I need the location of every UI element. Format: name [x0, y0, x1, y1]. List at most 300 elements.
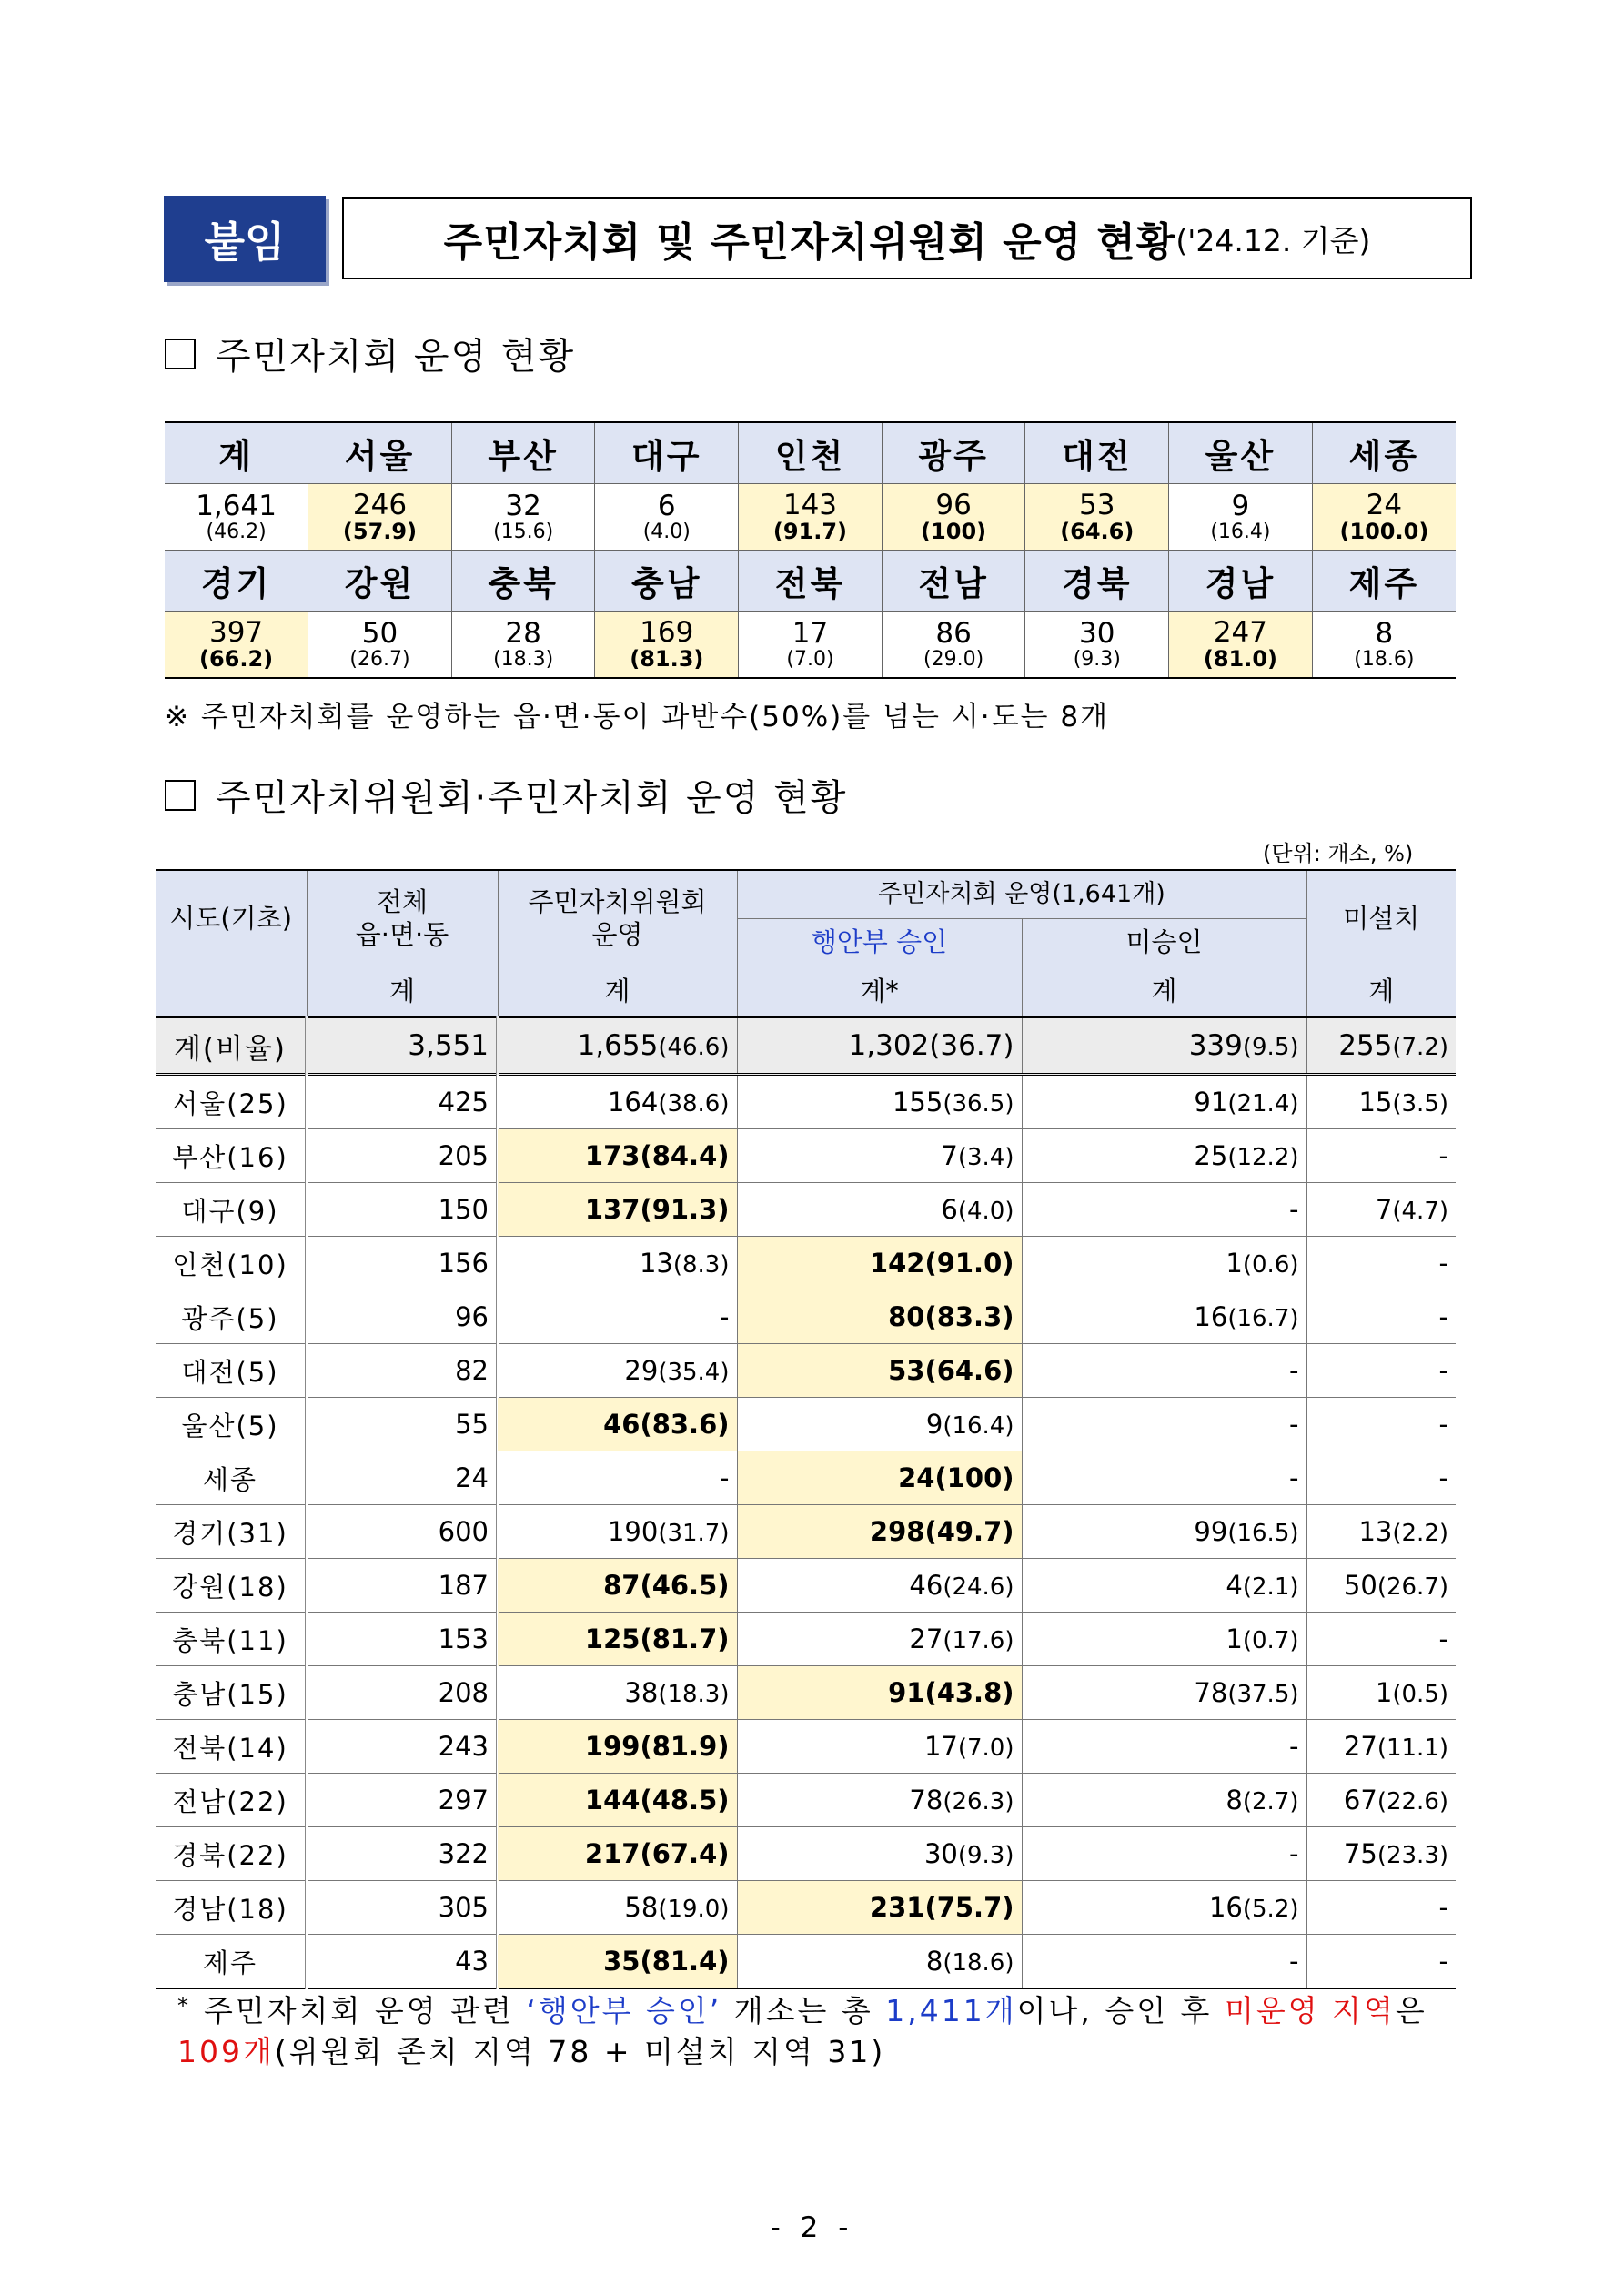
count-value: 247 [1213, 616, 1267, 650]
row-committee [498, 1935, 737, 1989]
row-approved [737, 1505, 1022, 1559]
total-committee-pct: (46.6) [658, 1034, 730, 1061]
percent-value: (29.0) [923, 647, 984, 671]
region-value [1312, 612, 1456, 679]
committee-pct: (8.3) [672, 1251, 730, 1279]
unapproved-value: - [1289, 1409, 1299, 1440]
approved-pct: (83.3) [924, 1301, 1014, 1332]
total-unset-value: 255 [1338, 1029, 1393, 1062]
unset-pct: (3.5) [1392, 1090, 1449, 1118]
header-total [307, 870, 498, 966]
row-unset [1306, 1720, 1456, 1774]
row-total [307, 1881, 498, 1935]
row-unapproved [1022, 1559, 1306, 1613]
header-sum: 계 [1022, 966, 1306, 1017]
row-approved [737, 1237, 1022, 1290]
region-name: 경북(22) [172, 1839, 288, 1871]
percent-value: (26.7) [349, 647, 410, 671]
row-approved [737, 1720, 1022, 1774]
approved-value: 9 [925, 1409, 943, 1440]
unset-pct: (26.7) [1377, 1573, 1449, 1601]
count-value: 17 [792, 617, 829, 651]
row-unset [1306, 1290, 1456, 1344]
unset-value: - [1438, 1409, 1449, 1440]
committee-value: 38 [624, 1677, 659, 1708]
total-value: 600 [438, 1516, 489, 1547]
region-value [165, 484, 308, 551]
region-header: 제주 [1312, 551, 1456, 612]
total-unapproved-value: 339 [1188, 1029, 1243, 1062]
count-value: 24 [1366, 489, 1403, 522]
region-name: 서울(25) [172, 1087, 288, 1119]
approved-pct: (75.7) [924, 1892, 1014, 1923]
row-unset [1306, 1129, 1456, 1183]
count-value: 9 [1231, 490, 1250, 523]
total-value: 156 [438, 1248, 489, 1279]
total-value: 305 [438, 1892, 489, 1923]
region-name: 세종 [202, 1463, 258, 1495]
header-total-line2: 읍·면·동 [355, 919, 449, 950]
approved-pct: (91.0) [924, 1248, 1014, 1279]
unapproved-pct: (37.5) [1227, 1681, 1299, 1708]
table-row [156, 1720, 1456, 1774]
committee-pct: (67.4) [640, 1838, 730, 1869]
unapproved-value: - [1289, 1194, 1299, 1225]
unapproved-value: - [1289, 1946, 1299, 1977]
count-value: 1,641 [196, 490, 277, 523]
row-total [307, 1774, 498, 1827]
region-name: 부산(16) [172, 1141, 288, 1173]
percent-value: (46.2) [206, 520, 267, 543]
committee-pct: (48.5) [640, 1785, 730, 1816]
row-region [156, 1451, 307, 1505]
unset-value: - [1438, 1462, 1449, 1493]
approved-value: 231 [869, 1892, 925, 1923]
region-value [595, 612, 739, 679]
header-committee-line2: 운영 [591, 919, 643, 950]
region-value [451, 612, 595, 679]
header-approved: 행안부 승인 [737, 918, 1022, 966]
row-total [307, 1505, 498, 1559]
header-total-line1: 전체 [376, 885, 429, 917]
percent-value: (18.3) [493, 647, 554, 671]
page-title [342, 197, 1472, 279]
section2-title: 주민자치위원회·주민자치회 운영 현황 [216, 777, 848, 819]
count-value: 397 [208, 616, 264, 650]
unset-value: 27 [1343, 1731, 1377, 1762]
committee-value: 190 [607, 1516, 659, 1547]
header-sum: 계 [498, 966, 737, 1017]
footnote-text-3: 이나, 승인 후 [1016, 1993, 1225, 2028]
footnote-unoperated: 미운영 지역 [1224, 1993, 1396, 2028]
header-row-3 [156, 966, 1456, 1017]
row-approved [737, 1451, 1022, 1505]
total-value: 208 [438, 1677, 489, 1708]
region-header-row [165, 422, 1456, 484]
row-total [307, 1344, 498, 1398]
row-unapproved [1022, 1075, 1306, 1129]
committee-value: 144 [584, 1785, 641, 1816]
checkbox-icon [165, 339, 196, 369]
operation-status-table [156, 869, 1456, 1989]
unapproved-pct: (2.1) [1242, 1573, 1299, 1601]
header-blank [156, 966, 307, 1017]
region-name: 경남(18) [172, 1893, 288, 1925]
committee-pct: (38.6) [658, 1090, 730, 1118]
total-value: 187 [438, 1570, 489, 1601]
unapproved-pct: (16.5) [1227, 1520, 1299, 1547]
total-name: 계(비율) [156, 1017, 307, 1075]
total-value: 243 [438, 1731, 489, 1762]
unset-value: 13 [1358, 1516, 1393, 1547]
table-row [156, 1344, 1456, 1398]
unapproved-value: - [1289, 1731, 1299, 1762]
approved-pct: (24.6) [943, 1573, 1014, 1601]
region-header: 대전 [1025, 422, 1169, 484]
header-unapproved: 미승인 [1022, 918, 1306, 966]
total-committee [498, 1017, 737, 1075]
unset-value: - [1438, 1355, 1449, 1386]
row-committee [498, 1827, 737, 1881]
total-approved [737, 1017, 1022, 1075]
total-value: 55 [455, 1409, 489, 1440]
table-row [156, 1183, 1456, 1237]
committee-value: 125 [584, 1623, 641, 1654]
section1-title: 주민자치회 운영 현황 [216, 336, 576, 378]
table-row [156, 1559, 1456, 1613]
approved-pct: (9.3) [957, 1842, 1014, 1869]
total-approved-pct: (36.7) [929, 1029, 1014, 1062]
row-total [307, 1935, 498, 1989]
header-sum: 계 [1306, 966, 1456, 1017]
count-value: 28 [505, 617, 541, 651]
approved-pct: (3.4) [957, 1144, 1014, 1171]
count-value: 32 [505, 490, 541, 523]
approved-pct: (36.5) [943, 1090, 1014, 1118]
footnote-text-1: 주민자치회 운영 관련 [204, 1993, 527, 2028]
row-region [156, 1774, 307, 1827]
total-value: 153 [438, 1623, 489, 1654]
table-row [156, 1290, 1456, 1344]
attachment-badge: 붙임 [164, 196, 326, 282]
approved-value: 27 [909, 1623, 943, 1654]
unset-pct: (2.2) [1392, 1520, 1449, 1547]
row-region [156, 1075, 307, 1129]
table-row [156, 1129, 1456, 1183]
region-name: 충북(11) [172, 1624, 288, 1656]
percent-value: (4.0) [642, 520, 691, 543]
page-number: - 2 - [770, 2211, 854, 2244]
region-header: 경남 [1169, 551, 1313, 612]
row-unapproved [1022, 1935, 1306, 1989]
row-unset [1306, 1827, 1456, 1881]
approved-value: 17 [923, 1731, 958, 1762]
unapproved-pct: (16.7) [1227, 1305, 1299, 1332]
row-committee [498, 1505, 737, 1559]
section1-heading [165, 328, 575, 379]
row-unapproved [1022, 1720, 1306, 1774]
row-approved [737, 1129, 1022, 1183]
region-value [308, 612, 452, 679]
table-row [156, 1505, 1456, 1559]
committee-pct: (84.4) [640, 1140, 730, 1171]
approved-value: 30 [923, 1838, 958, 1869]
unset-value: 7 [1375, 1194, 1393, 1225]
section1-note: ※ 주민자치회를 운영하는 읍·면·동이 과반수(50%)를 넘는 시·도는 8개 [165, 701, 1110, 733]
header-sum: 계 [307, 966, 498, 1017]
percent-value: (100.0) [1339, 518, 1429, 544]
table-row [156, 1075, 1456, 1129]
region-header: 부산 [451, 422, 595, 484]
region-header: 인천 [739, 422, 883, 484]
footnote-unoperated-count: 109개 [177, 2033, 275, 2069]
region-value [1169, 484, 1313, 551]
count-value: 30 [1079, 617, 1115, 651]
count-value: 8 [1375, 617, 1394, 651]
unset-pct: (4.7) [1392, 1198, 1449, 1225]
committee-pct: (81.7) [640, 1623, 730, 1654]
region-name: 대구(9) [181, 1195, 279, 1227]
region-name: 울산(5) [181, 1410, 279, 1441]
region-header: 경북 [1025, 551, 1169, 612]
region-value [739, 612, 883, 679]
row-approved [737, 1075, 1022, 1129]
region-header: 계 [165, 422, 308, 484]
percent-value: (91.7) [772, 518, 848, 544]
region-name: 광주(5) [181, 1302, 279, 1334]
committee-pct: (31.7) [658, 1520, 730, 1547]
row-unset [1306, 1666, 1456, 1720]
header-council: 주민자치회 운영(1,641개) [737, 870, 1306, 918]
row-total [307, 1129, 498, 1183]
row-committee [498, 1129, 737, 1183]
region-header-row [165, 551, 1456, 612]
approved-value: 46 [909, 1570, 943, 1601]
committee-value: 58 [624, 1892, 659, 1923]
row-approved [737, 1290, 1022, 1344]
region-header: 울산 [1169, 422, 1313, 484]
unset-value: - [1438, 1140, 1449, 1171]
section2-heading [165, 769, 847, 821]
row-committee [498, 1183, 737, 1237]
unset-pct: (23.3) [1377, 1842, 1449, 1869]
total-count: 3,551 [307, 1017, 498, 1075]
header-committee [498, 870, 737, 966]
row-total [307, 1237, 498, 1290]
unapproved-value: - [1289, 1838, 1299, 1869]
header-sum-star: 계* [737, 966, 1022, 1017]
region-name: 대전(5) [181, 1356, 279, 1388]
committee-pct: (46.5) [640, 1570, 730, 1601]
unset-value: - [1438, 1301, 1449, 1332]
count-value: 143 [782, 489, 838, 522]
committee-value: - [720, 1462, 730, 1493]
committee-value: 173 [584, 1140, 641, 1171]
percent-value: (81.0) [1203, 645, 1277, 672]
row-unapproved [1022, 1398, 1306, 1451]
row-region [156, 1613, 307, 1666]
total-value: 205 [438, 1140, 489, 1171]
count-value: 50 [361, 617, 398, 651]
footnote-text-2: 개소는 총 [721, 1993, 886, 2028]
row-approved [737, 1183, 1022, 1237]
unapproved-value: 16 [1208, 1892, 1243, 1923]
row-unapproved [1022, 1183, 1306, 1237]
region-header: 서울 [308, 422, 452, 484]
total-approved-value: 1,302 [848, 1029, 930, 1062]
region-value [739, 484, 883, 551]
header-region: 시도(기초) [156, 870, 307, 966]
row-committee [498, 1559, 737, 1613]
total-value: 150 [438, 1194, 489, 1225]
region-header: 대구 [595, 422, 739, 484]
approved-pct: (49.7) [924, 1516, 1014, 1547]
region-header: 세종 [1312, 422, 1456, 484]
row-approved [737, 1774, 1022, 1827]
committee-value: 217 [584, 1838, 641, 1869]
row-unapproved [1022, 1827, 1306, 1881]
region-value [882, 484, 1025, 551]
region-name: 전남(22) [172, 1785, 288, 1817]
row-total [307, 1451, 498, 1505]
unapproved-pct: (21.4) [1227, 1090, 1299, 1118]
unset-value: 1 [1375, 1677, 1393, 1708]
approved-value: 8 [925, 1946, 943, 1977]
row-committee [498, 1774, 737, 1827]
title-date: ('24.12. 기준) [1175, 222, 1371, 258]
unapproved-pct: (0.7) [1242, 1627, 1299, 1654]
committee-value: - [720, 1301, 730, 1332]
region-value [1169, 612, 1313, 679]
unset-pct: (22.6) [1377, 1788, 1449, 1816]
row-unapproved [1022, 1290, 1306, 1344]
row-unapproved [1022, 1505, 1306, 1559]
unapproved-pct: (12.2) [1227, 1144, 1299, 1171]
committee-value: 35 [603, 1946, 641, 1977]
total-row [156, 1017, 1456, 1075]
row-region [156, 1183, 307, 1237]
unapproved-value: - [1289, 1462, 1299, 1493]
footnote-text-4: 은 [1395, 1993, 1427, 2028]
total-value: 24 [455, 1462, 489, 1493]
row-unset [1306, 1774, 1456, 1827]
footnote [177, 1991, 1460, 2072]
unapproved-value: - [1289, 1355, 1299, 1386]
approved-value: 155 [892, 1087, 943, 1118]
region-value [308, 484, 452, 551]
row-committee [498, 1666, 737, 1720]
row-total [307, 1559, 498, 1613]
unset-value: - [1438, 1892, 1449, 1923]
row-total [307, 1666, 498, 1720]
table-row [156, 1451, 1456, 1505]
row-approved [737, 1881, 1022, 1935]
region-value [165, 612, 308, 679]
row-region [156, 1237, 307, 1290]
footnote-approved: ‘행안부 승인’ [526, 1993, 722, 2028]
row-region [156, 1290, 307, 1344]
row-unapproved [1022, 1613, 1306, 1666]
unset-value: 67 [1343, 1785, 1377, 1816]
unapproved-pct: (5.2) [1242, 1896, 1299, 1923]
unset-pct: (0.5) [1392, 1681, 1449, 1708]
unset-value: - [1438, 1623, 1449, 1654]
approved-pct: (18.6) [943, 1949, 1014, 1977]
row-total [307, 1075, 498, 1129]
row-approved [737, 1827, 1022, 1881]
row-committee [498, 1720, 737, 1774]
percent-value: (81.3) [630, 645, 704, 672]
total-value: 43 [455, 1946, 489, 1977]
approved-value: 142 [869, 1248, 925, 1279]
percent-value: (9.3) [1073, 647, 1121, 671]
count-value: 86 [935, 617, 972, 651]
committee-pct: (81.9) [640, 1731, 730, 1762]
row-unset [1306, 1344, 1456, 1398]
count-value: 6 [657, 490, 676, 523]
region-header: 충남 [595, 551, 739, 612]
approved-value: 298 [869, 1516, 925, 1547]
approved-value: 78 [909, 1785, 943, 1816]
region-value [1312, 484, 1456, 551]
table-row [156, 1398, 1456, 1451]
committee-value: 87 [603, 1570, 641, 1601]
total-value: 82 [455, 1355, 489, 1386]
table-row [156, 1881, 1456, 1935]
region-header: 광주 [882, 422, 1025, 484]
unapproved-pct: (2.7) [1242, 1788, 1299, 1816]
footnote-star: * [177, 1993, 191, 2018]
table-row [156, 1666, 1456, 1720]
row-unset [1306, 1398, 1456, 1451]
table-row [156, 1935, 1456, 1989]
approved-value: 91 [888, 1677, 925, 1708]
approved-value: 7 [941, 1140, 958, 1171]
title-main: 주민자치회 및 주민자치위원회 운영 현황 [443, 219, 1176, 266]
percent-value: (7.0) [786, 647, 834, 671]
approved-pct: (7.0) [957, 1735, 1014, 1762]
region-name: 전북(14) [172, 1732, 288, 1764]
row-approved [737, 1344, 1022, 1398]
row-total [307, 1720, 498, 1774]
region-value [1025, 484, 1169, 551]
header-committee-line1: 주민자치위원회 [528, 885, 707, 917]
unapproved-value: 25 [1194, 1140, 1228, 1171]
unset-value: 50 [1343, 1570, 1377, 1601]
row-unset [1306, 1613, 1456, 1666]
row-region [156, 1827, 307, 1881]
row-committee [498, 1451, 737, 1505]
row-region [156, 1505, 307, 1559]
committee-value: 199 [584, 1731, 641, 1762]
committee-value: 13 [639, 1248, 673, 1279]
row-unset [1306, 1183, 1456, 1237]
percent-value: (16.4) [1210, 520, 1271, 543]
row-approved [737, 1666, 1022, 1720]
percent-value: (18.6) [1354, 647, 1415, 671]
row-total [307, 1290, 498, 1344]
committee-pct: (35.4) [658, 1359, 730, 1386]
table-row [156, 1774, 1456, 1827]
unapproved-value: 1 [1226, 1623, 1243, 1654]
percent-value: (15.6) [493, 520, 554, 543]
row-approved [737, 1398, 1022, 1451]
committee-value: 46 [603, 1409, 641, 1440]
row-committee [498, 1881, 737, 1935]
region-value [451, 484, 595, 551]
row-region [156, 1398, 307, 1451]
council-summary-table [165, 421, 1456, 679]
